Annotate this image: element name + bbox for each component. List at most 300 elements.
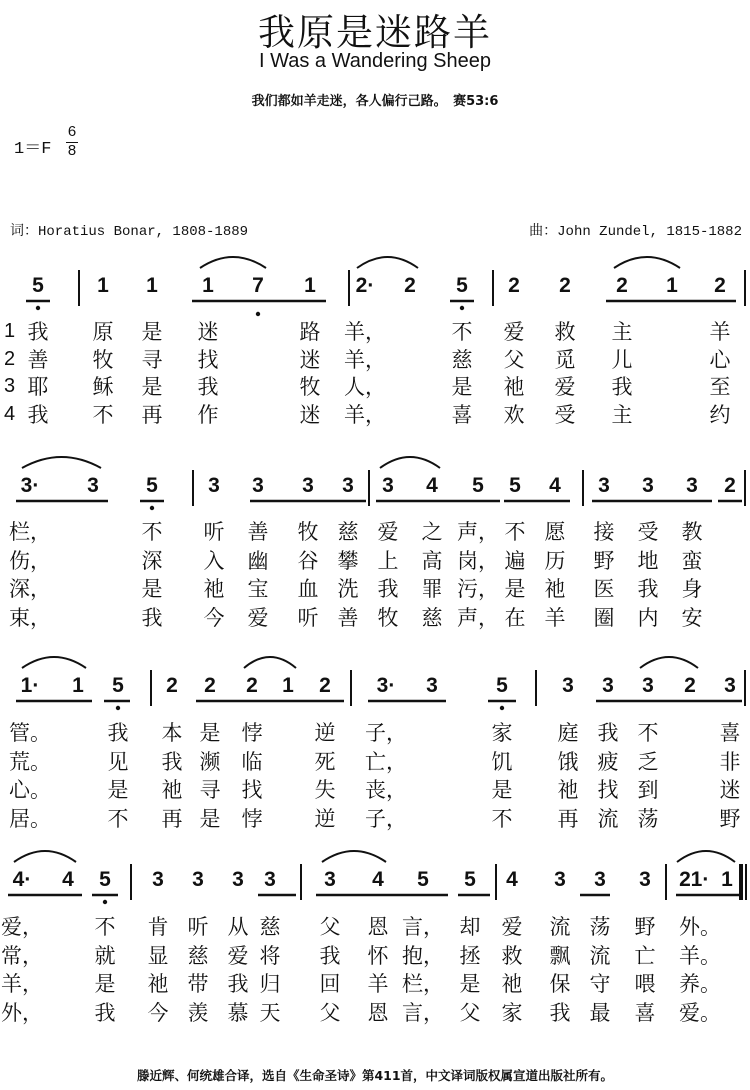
note: 3 bbox=[686, 474, 698, 497]
lyric-syllable: 牧 bbox=[92, 347, 114, 372]
note: 5 bbox=[464, 868, 476, 891]
lyric-syllable: 内 bbox=[637, 605, 659, 630]
lyric-syllable: 栏， bbox=[402, 972, 444, 996]
lyric-syllable: 居。 bbox=[9, 806, 51, 831]
lyric-syllable: 羊， bbox=[344, 347, 386, 372]
verse-number: 3 bbox=[4, 375, 16, 397]
lyric-syllable: 救 bbox=[501, 943, 523, 968]
lyric-syllable: 迷 bbox=[299, 402, 321, 427]
key-signature: 1＝F bbox=[14, 140, 52, 159]
lyric-syllable: 安 bbox=[681, 605, 703, 630]
lyric-syllable: 从 bbox=[227, 915, 249, 939]
lyric-syllable: 荡 bbox=[637, 806, 659, 831]
lyric-syllable: 爱。 bbox=[679, 1000, 721, 1025]
lyric-syllable: 祂 bbox=[544, 577, 566, 601]
lyric-syllable: 善 bbox=[247, 520, 269, 544]
slur bbox=[640, 657, 698, 668]
lyric-syllable: 却 bbox=[459, 915, 481, 939]
verse-number: 4 bbox=[4, 402, 16, 425]
note: 3 bbox=[642, 474, 654, 497]
lyric-syllable: 是 bbox=[459, 972, 481, 996]
time-signature-top: 6 bbox=[67, 124, 77, 141]
note: 3 bbox=[426, 674, 438, 697]
lyric-syllable: 历 bbox=[544, 548, 566, 573]
lyric-syllable: 我 bbox=[27, 402, 49, 427]
lyric-syllable: 祂 bbox=[501, 972, 523, 996]
lyric-syllable: 我 bbox=[377, 577, 399, 601]
lyric-syllable: 地 bbox=[637, 548, 659, 573]
lyric-syllable: 拯 bbox=[459, 943, 481, 968]
note: 5 bbox=[509, 474, 521, 497]
lyric-syllable: 亡 bbox=[634, 943, 656, 968]
lyric-syllable: 再 bbox=[141, 402, 163, 427]
lyric-syllable: 慈 bbox=[337, 520, 359, 544]
lyric-syllable: 到 bbox=[637, 778, 659, 802]
lyric-syllable: 守 bbox=[589, 972, 611, 996]
note: 5 bbox=[417, 868, 429, 891]
lyric-syllable: 祂 bbox=[557, 778, 579, 802]
lyric-syllable: 荒。 bbox=[9, 749, 51, 774]
lyric-syllable: 接 bbox=[593, 520, 615, 544]
lyric-syllable: 再 bbox=[161, 806, 183, 831]
note: 3 bbox=[724, 674, 736, 697]
lyric-syllable: 我 bbox=[94, 1000, 116, 1025]
lyric-syllable: 带 bbox=[187, 972, 209, 996]
lyric-syllable: 爱， bbox=[1, 915, 43, 939]
lyric-syllable: 言， bbox=[402, 1000, 444, 1025]
slur bbox=[14, 851, 76, 862]
lyric-syllable: 攀 bbox=[337, 548, 359, 573]
lyric-syllable: 野 bbox=[593, 548, 615, 573]
lyric-syllable: 至 bbox=[709, 375, 731, 399]
note: 1 bbox=[666, 274, 678, 297]
verse-number: 2 bbox=[4, 347, 16, 370]
octave-dot bbox=[256, 312, 260, 316]
lyric-syllable: 蛮 bbox=[681, 548, 703, 573]
lyric-syllable: 子， bbox=[365, 721, 407, 745]
lyric-syllable: 我 bbox=[227, 972, 249, 996]
lyric-syllable: 逆 bbox=[314, 806, 336, 831]
lyric-syllable: 我 bbox=[611, 375, 633, 399]
lyric-syllable: 伤， bbox=[9, 548, 51, 573]
lyric-syllable: 听 bbox=[203, 520, 225, 544]
note: 2 bbox=[204, 674, 216, 697]
lyric-syllable: 恩 bbox=[367, 915, 389, 939]
lyric-syllable: 人， bbox=[344, 375, 386, 399]
lyric-syllable: 受 bbox=[637, 520, 659, 544]
lyric-syllable: 流 bbox=[597, 806, 619, 831]
lyric-syllable: 作 bbox=[197, 402, 219, 427]
lyric-syllable: 稣 bbox=[92, 375, 114, 399]
note: 4 bbox=[372, 868, 384, 891]
note: 1 bbox=[721, 868, 733, 891]
note: 1· bbox=[690, 868, 710, 891]
note: 3 bbox=[324, 868, 336, 891]
lyric-syllable: 羡 bbox=[187, 1000, 209, 1025]
lyric-syllable: 家 bbox=[491, 721, 513, 745]
lyric-syllable: 不 bbox=[94, 915, 116, 939]
lyric-syllable: 幽 bbox=[247, 548, 269, 573]
lyric-syllable: 教 bbox=[681, 520, 703, 544]
note: 2 bbox=[508, 274, 520, 297]
lyric-syllable: 我 bbox=[549, 1000, 571, 1025]
octave-dot bbox=[150, 506, 154, 510]
lyric-syllable: 羊， bbox=[344, 402, 386, 427]
lyric-syllable: 言， bbox=[402, 915, 444, 939]
slur bbox=[22, 457, 101, 468]
note: 5 bbox=[496, 674, 508, 697]
lyric-syllable: 医 bbox=[593, 577, 615, 601]
note: 4 bbox=[426, 474, 438, 497]
lyric-syllable: 外， bbox=[1, 1000, 43, 1025]
note: 1 bbox=[146, 274, 158, 297]
time-signature-bottom: 8 bbox=[67, 143, 77, 160]
lyric-syllable: 悖 bbox=[241, 721, 263, 745]
note: 3 bbox=[152, 868, 164, 891]
lyric-syllable: 迷 bbox=[719, 778, 741, 802]
lyric-syllable: 欢 bbox=[503, 402, 525, 427]
note: 2 bbox=[246, 674, 258, 697]
lyric-syllable: 我 bbox=[597, 721, 619, 745]
note: 2 bbox=[616, 274, 628, 297]
lyric-syllable: 逆 bbox=[314, 721, 336, 745]
lyric-syllable: 慈 bbox=[187, 943, 209, 968]
lyric-syllable: 将 bbox=[259, 943, 281, 968]
lyric-syllable: 污， bbox=[457, 577, 499, 601]
lyric-syllable: 丧， bbox=[365, 778, 407, 802]
octave-dot bbox=[500, 706, 504, 710]
lyric-syllable: 宝 bbox=[247, 577, 269, 601]
lyric-syllable: 我 bbox=[161, 749, 183, 774]
lyric-syllable: 上 bbox=[377, 548, 399, 573]
lyric-syllable: 死 bbox=[314, 749, 336, 774]
lyric-syllable: 羊， bbox=[344, 320, 386, 344]
lyric-syllable: 肯 bbox=[147, 915, 169, 939]
lyric-syllable: 寻 bbox=[199, 778, 221, 802]
slur bbox=[677, 851, 735, 862]
lyric-syllable: 保 bbox=[549, 972, 571, 996]
note: 5 bbox=[99, 868, 111, 891]
note: 3 bbox=[642, 674, 654, 697]
note: 1· bbox=[20, 674, 40, 697]
lyric-syllable: 不 bbox=[141, 520, 163, 544]
note: 2 bbox=[166, 674, 178, 697]
lyric-syllable: 听 bbox=[297, 605, 319, 630]
english-title: I Was a Wandering Sheep bbox=[259, 50, 491, 72]
note: 5 bbox=[112, 674, 124, 697]
lyric-syllable: 羊 bbox=[367, 972, 389, 996]
note: 5 bbox=[32, 274, 44, 297]
lyric-syllable: 不 bbox=[107, 806, 129, 831]
lyric-syllable: 失 bbox=[314, 778, 336, 802]
lyric-syllable: 找 bbox=[197, 347, 219, 372]
lyric-syllable: 流 bbox=[589, 943, 611, 968]
note: 1 bbox=[72, 674, 84, 697]
lyric-syllable: 疲 bbox=[597, 749, 619, 774]
lyric-syllable: 善 bbox=[337, 605, 359, 630]
note: 3 bbox=[639, 868, 651, 891]
note: 3 bbox=[252, 474, 264, 497]
lyric-syllable: 不 bbox=[637, 721, 659, 745]
lyric-syllable: 是 bbox=[141, 577, 163, 601]
note: 3 bbox=[554, 868, 566, 891]
lyric-syllable: 慈 bbox=[421, 605, 443, 630]
lyric-syllable: 爱 bbox=[554, 375, 576, 399]
lyric-syllable: 流 bbox=[549, 915, 571, 939]
note: 3 bbox=[208, 474, 220, 497]
lyric-syllable: 听 bbox=[187, 915, 209, 939]
lyric-syllable: 就 bbox=[94, 943, 116, 968]
lyric-syllable: 恩 bbox=[367, 1000, 389, 1025]
lyric-syllable: 我 bbox=[141, 605, 163, 630]
lyric-syllable: 谷 bbox=[297, 548, 319, 573]
lyric-syllable: 父 bbox=[459, 1000, 481, 1025]
lyric-syllable: 在 bbox=[504, 605, 526, 630]
note: 2 bbox=[684, 674, 696, 697]
slur bbox=[322, 851, 386, 862]
lyric-syllable: 爱 bbox=[227, 943, 249, 968]
note: 4 bbox=[506, 868, 518, 891]
lyric-syllable: 祂 bbox=[503, 375, 525, 399]
lyric-syllable: 祂 bbox=[147, 972, 169, 996]
lyric-syllable: 是 bbox=[199, 806, 221, 831]
note: 3 bbox=[382, 474, 394, 497]
lyric-syllable: 子， bbox=[365, 806, 407, 831]
lyric-syllable: 是 bbox=[504, 577, 526, 601]
octave-dot bbox=[103, 900, 107, 904]
lyric-syllable: 找 bbox=[241, 778, 263, 802]
lyric-syllable: 主 bbox=[611, 320, 633, 344]
lyric-syllable: 亡， bbox=[365, 749, 407, 774]
lyric-syllable: 救 bbox=[554, 320, 576, 344]
lyric-syllable: 我 bbox=[637, 577, 659, 601]
lyric-syllable: 飘 bbox=[549, 943, 571, 968]
slur bbox=[22, 657, 86, 668]
slur bbox=[200, 257, 266, 268]
lyric-syllable: 爱 bbox=[501, 915, 523, 939]
lyric-syllable: 爱 bbox=[377, 520, 399, 544]
lyric-syllable: 是 bbox=[141, 320, 163, 344]
lyric-syllable: 本 bbox=[161, 721, 183, 745]
lyric-syllable: 祂 bbox=[161, 778, 183, 802]
lyric-syllable: 外。 bbox=[679, 915, 721, 939]
note: 3 bbox=[342, 474, 354, 497]
lyric-syllable: 迷 bbox=[299, 347, 321, 372]
lyric-syllable: 临 bbox=[241, 749, 263, 774]
note: 5 bbox=[146, 474, 158, 497]
lyric-syllable: 牧 bbox=[299, 375, 321, 399]
lyric-syllable: 慕 bbox=[227, 1000, 249, 1025]
lyric-syllable: 是 bbox=[141, 375, 163, 399]
verse-number: 1 bbox=[4, 320, 16, 342]
note: 4 bbox=[549, 474, 561, 497]
note: 2· bbox=[355, 274, 375, 297]
lyric-syllable: 深 bbox=[141, 548, 163, 573]
lyric-syllable: 抱， bbox=[402, 943, 444, 968]
lyric-syllable: 野 bbox=[719, 806, 741, 831]
note: 3 bbox=[232, 868, 244, 891]
note: 4 bbox=[62, 868, 74, 891]
lyric-syllable: 是 bbox=[94, 972, 116, 996]
scripture-reference: 我们都如羊走迷，各人偏行己路。 赛53:6 bbox=[251, 94, 499, 109]
lyric-syllable: 找 bbox=[597, 778, 619, 802]
lyricist-credit: 词：Horatius Bonar, 1808-1889 bbox=[10, 224, 249, 240]
lyric-syllable: 我 bbox=[197, 375, 219, 399]
note: 3 bbox=[594, 868, 606, 891]
translation-credit: 滕近辉、何统雄合译，选自《生命圣诗》第411首，中文译词版权属宣道出版社所有。 bbox=[136, 1068, 614, 1083]
lyric-syllable: 栏， bbox=[9, 520, 51, 544]
lyric-syllable: 今 bbox=[203, 605, 225, 630]
lyric-syllable: 爱 bbox=[247, 605, 269, 630]
note: 2 bbox=[714, 274, 726, 297]
lyric-syllable: 是 bbox=[451, 375, 473, 399]
note: 1 bbox=[282, 674, 294, 697]
lyric-syllable: 儿 bbox=[611, 347, 633, 372]
lyric-syllable: 羊 bbox=[544, 605, 566, 630]
lyric-syllable: 声， bbox=[457, 520, 499, 544]
lyric-syllable: 慈 bbox=[259, 915, 281, 939]
note: 7 bbox=[252, 274, 264, 297]
note: 3 bbox=[602, 674, 614, 697]
lyric-syllable: 饥 bbox=[491, 749, 513, 774]
note: 3 bbox=[87, 474, 99, 497]
lyric-syllable: 洗 bbox=[337, 577, 359, 601]
lyric-syllable: 我 bbox=[107, 721, 129, 745]
note: 2 bbox=[404, 274, 416, 297]
lyric-syllable: 不 bbox=[92, 402, 114, 427]
lyric-syllable: 主 bbox=[611, 402, 633, 427]
lyric-syllable: 今 bbox=[147, 1000, 169, 1025]
lyric-syllable: 怀 bbox=[367, 943, 389, 968]
note: 1 bbox=[202, 274, 214, 297]
lyric-syllable: 我 bbox=[319, 943, 341, 968]
lyric-syllable: 养。 bbox=[679, 972, 721, 996]
note: 5 bbox=[472, 474, 484, 497]
note: 2 bbox=[319, 674, 331, 697]
lyric-syllable: 深， bbox=[9, 577, 51, 601]
lyric-syllable: 声， bbox=[457, 605, 499, 630]
lyric-syllable: 父 bbox=[319, 915, 341, 939]
lyric-syllable: 寻 bbox=[141, 347, 163, 372]
lyric-syllable: 悖 bbox=[241, 806, 263, 831]
lyric-syllable: 喜 bbox=[634, 1000, 656, 1025]
lyric-syllable: 归 bbox=[259, 972, 281, 996]
lyric-syllable: 束， bbox=[9, 605, 51, 630]
note: 3· bbox=[376, 674, 396, 697]
lyric-syllable: 喜 bbox=[719, 721, 741, 745]
lyric-syllable: 愿 bbox=[544, 520, 566, 544]
lyric-syllable: 耶 bbox=[27, 375, 49, 399]
lyric-syllable: 我 bbox=[27, 320, 49, 344]
note: 4· bbox=[12, 868, 32, 891]
lyric-syllable: 祂 bbox=[203, 577, 225, 601]
slur bbox=[244, 657, 296, 668]
lyric-syllable: 迷 bbox=[197, 320, 219, 344]
lyric-syllable: 心 bbox=[709, 347, 731, 372]
lyric-syllable: 见 bbox=[107, 749, 129, 774]
note: 3· bbox=[20, 474, 40, 497]
lyric-syllable: 岗， bbox=[457, 548, 499, 573]
lyric-syllable: 乏 bbox=[637, 749, 659, 774]
lyric-syllable: 最 bbox=[589, 1000, 611, 1025]
lyric-syllable: 觅 bbox=[554, 347, 576, 372]
lyric-syllable: 身 bbox=[681, 577, 703, 601]
lyric-syllable: 血 bbox=[297, 577, 319, 601]
lyric-syllable: 不 bbox=[504, 520, 526, 544]
lyric-syllable: 罪 bbox=[421, 577, 443, 601]
lyric-syllable: 原 bbox=[92, 320, 114, 344]
lyric-syllable: 喜 bbox=[451, 402, 473, 427]
lyric-syllable: 不 bbox=[451, 320, 473, 344]
note: 2 bbox=[724, 474, 736, 497]
note: 3 bbox=[192, 868, 204, 891]
octave-dot bbox=[36, 306, 40, 310]
note: 1 bbox=[97, 274, 109, 297]
lyric-syllable: 饿 bbox=[557, 749, 579, 774]
lyric-syllable: 家 bbox=[501, 1000, 523, 1025]
slur bbox=[380, 457, 440, 468]
note: 3 bbox=[562, 674, 574, 697]
lyric-syllable: 管。 bbox=[9, 721, 51, 745]
note: 3 bbox=[264, 868, 276, 891]
lyric-syllable: 慈 bbox=[451, 347, 473, 372]
lyric-syllable: 心。 bbox=[9, 778, 51, 802]
note: 5 bbox=[456, 274, 468, 297]
lyric-syllable: 牧 bbox=[297, 520, 319, 544]
lyric-syllable: 常， bbox=[1, 943, 43, 968]
lyric-syllable: 是 bbox=[199, 721, 221, 745]
octave-dot bbox=[460, 306, 464, 310]
note: 3 bbox=[598, 474, 610, 497]
lyric-syllable: 路 bbox=[299, 320, 321, 344]
lyric-syllable: 显 bbox=[147, 943, 169, 968]
lyric-syllable: 高 bbox=[421, 548, 443, 573]
lyric-syllable: 庭 bbox=[557, 721, 579, 745]
lyric-syllable: 约 bbox=[709, 402, 731, 427]
lyric-syllable: 羊， bbox=[1, 972, 43, 996]
hymn-title: 我原是迷路羊 bbox=[258, 11, 492, 54]
lyric-syllable: 非 bbox=[719, 749, 741, 774]
lyric-syllable: 喂 bbox=[634, 972, 656, 996]
lyric-syllable: 羊 bbox=[709, 320, 731, 344]
lyric-syllable: 再 bbox=[557, 806, 579, 831]
lyric-syllable: 是 bbox=[491, 778, 513, 802]
note: 2 bbox=[679, 868, 691, 891]
octave-dot bbox=[116, 706, 120, 710]
lyric-syllable: 遍 bbox=[504, 548, 526, 573]
lyric-syllable: 回 bbox=[319, 972, 341, 996]
lyric-syllable: 父 bbox=[319, 1000, 341, 1025]
lyric-syllable: 羊。 bbox=[679, 943, 721, 968]
lyric-syllable: 濒 bbox=[199, 749, 221, 774]
lyric-syllable: 牧 bbox=[377, 605, 399, 630]
lyric-syllable: 是 bbox=[107, 778, 129, 802]
lyric-syllable: 天 bbox=[259, 1000, 281, 1025]
note: 3 bbox=[302, 474, 314, 497]
lyric-syllable: 入 bbox=[203, 548, 225, 573]
note: 2 bbox=[559, 274, 571, 297]
lyric-syllable: 受 bbox=[554, 402, 576, 427]
lyric-syllable: 圈 bbox=[593, 605, 615, 630]
lyric-syllable: 野 bbox=[634, 915, 656, 939]
lyric-syllable: 之 bbox=[421, 520, 443, 544]
slur bbox=[357, 257, 418, 268]
slur bbox=[614, 257, 680, 268]
lyric-syllable: 不 bbox=[491, 806, 513, 831]
composer-credit: 曲：John Zundel, 1815-1882 bbox=[529, 224, 742, 240]
lyric-syllable: 父 bbox=[503, 347, 525, 372]
note: 1 bbox=[304, 274, 316, 297]
